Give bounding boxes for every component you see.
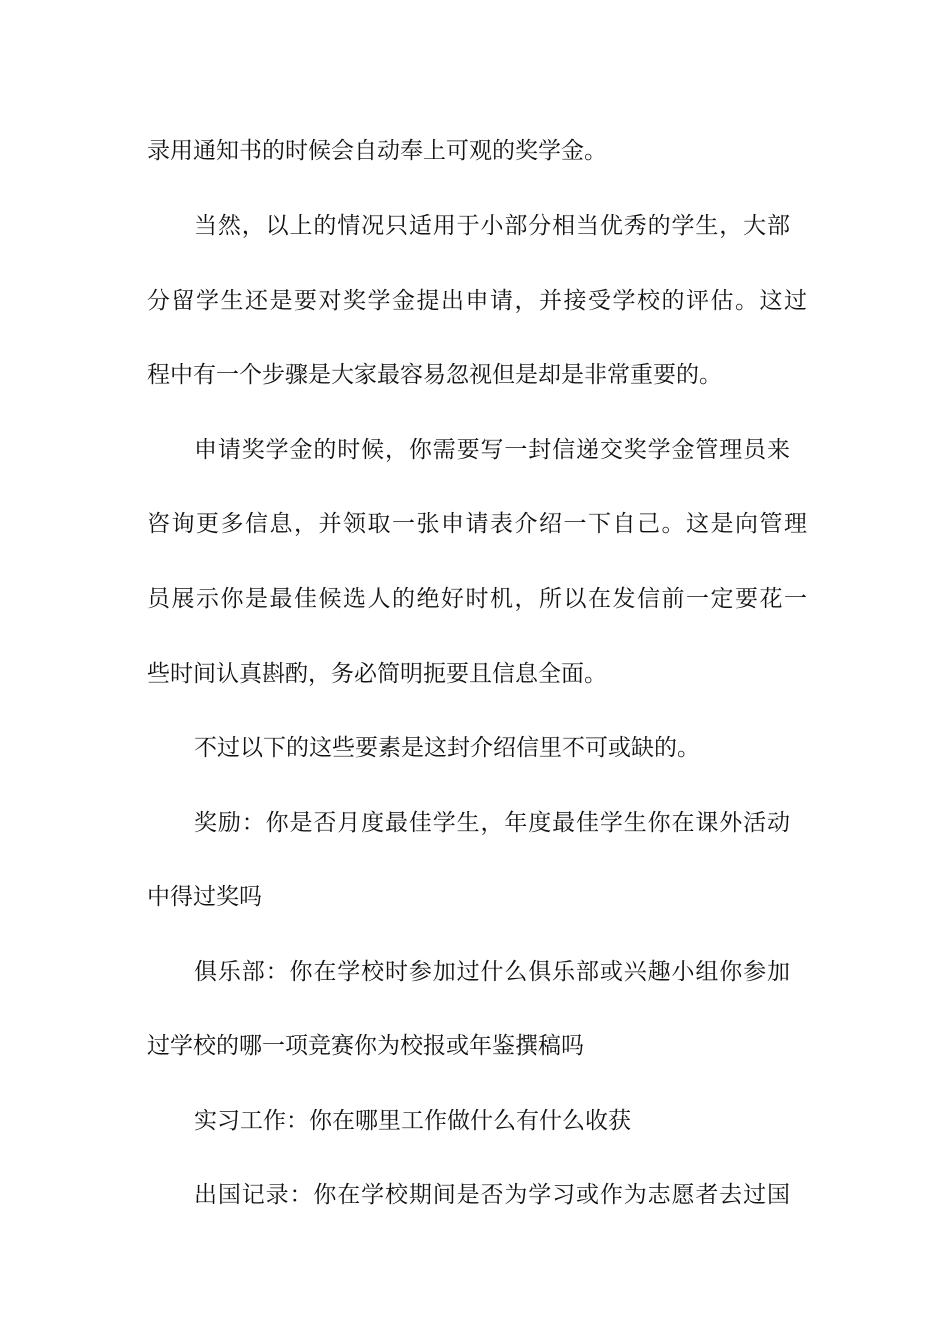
list-item-abroad: 出国记录：你在学校期间是否为学习或作为志愿者去过国 xyxy=(194,1182,790,1208)
text-line: 咨询更多信息，并领取一张申请表介绍一下自己。这是向管理 xyxy=(147,511,807,537)
text-line: 员展示你是最佳候选人的绝好时机，所以在发信前一定要花一 xyxy=(147,586,807,612)
text-line: 录用通知书的时候会自动奉上可观的奖学金。 xyxy=(147,138,607,164)
paragraph-first-line: 不过以下的这些要素是这封介绍信里不可或缺的。 xyxy=(194,735,700,761)
text-line: 程中有一个步骤是大家最容易忽视但是却是非常重要的。 xyxy=(147,362,722,388)
list-item-awards: 奖励：你是否月度最佳学生，年度最佳学生你在课外活动 xyxy=(194,810,790,836)
list-item-internship: 实习工作：你在哪里工作做什么有什么收获 xyxy=(194,1108,631,1134)
text-line: 中得过奖吗 xyxy=(147,884,262,910)
text-line: 分留学生还是要对奖学金提出申请，并接受学校的评估。这过 xyxy=(147,288,807,314)
text-line: 过学校的哪一项竞赛你为校报或年鉴撰稿吗 xyxy=(147,1033,584,1059)
paragraph-first-line: 申请奖学金的时候，你需要写一封信递交奖学金管理员来 xyxy=(194,437,790,463)
paragraph-first-line: 当然，以上的情况只适用于小部分相当优秀的学生，大部 xyxy=(194,213,790,239)
list-item-clubs: 俱乐部：你在学校时参加过什么俱乐部或兴趣小组你参加 xyxy=(194,959,790,985)
text-line: 些时间认真斟酌，务必简明扼要且信息全面。 xyxy=(147,661,607,687)
